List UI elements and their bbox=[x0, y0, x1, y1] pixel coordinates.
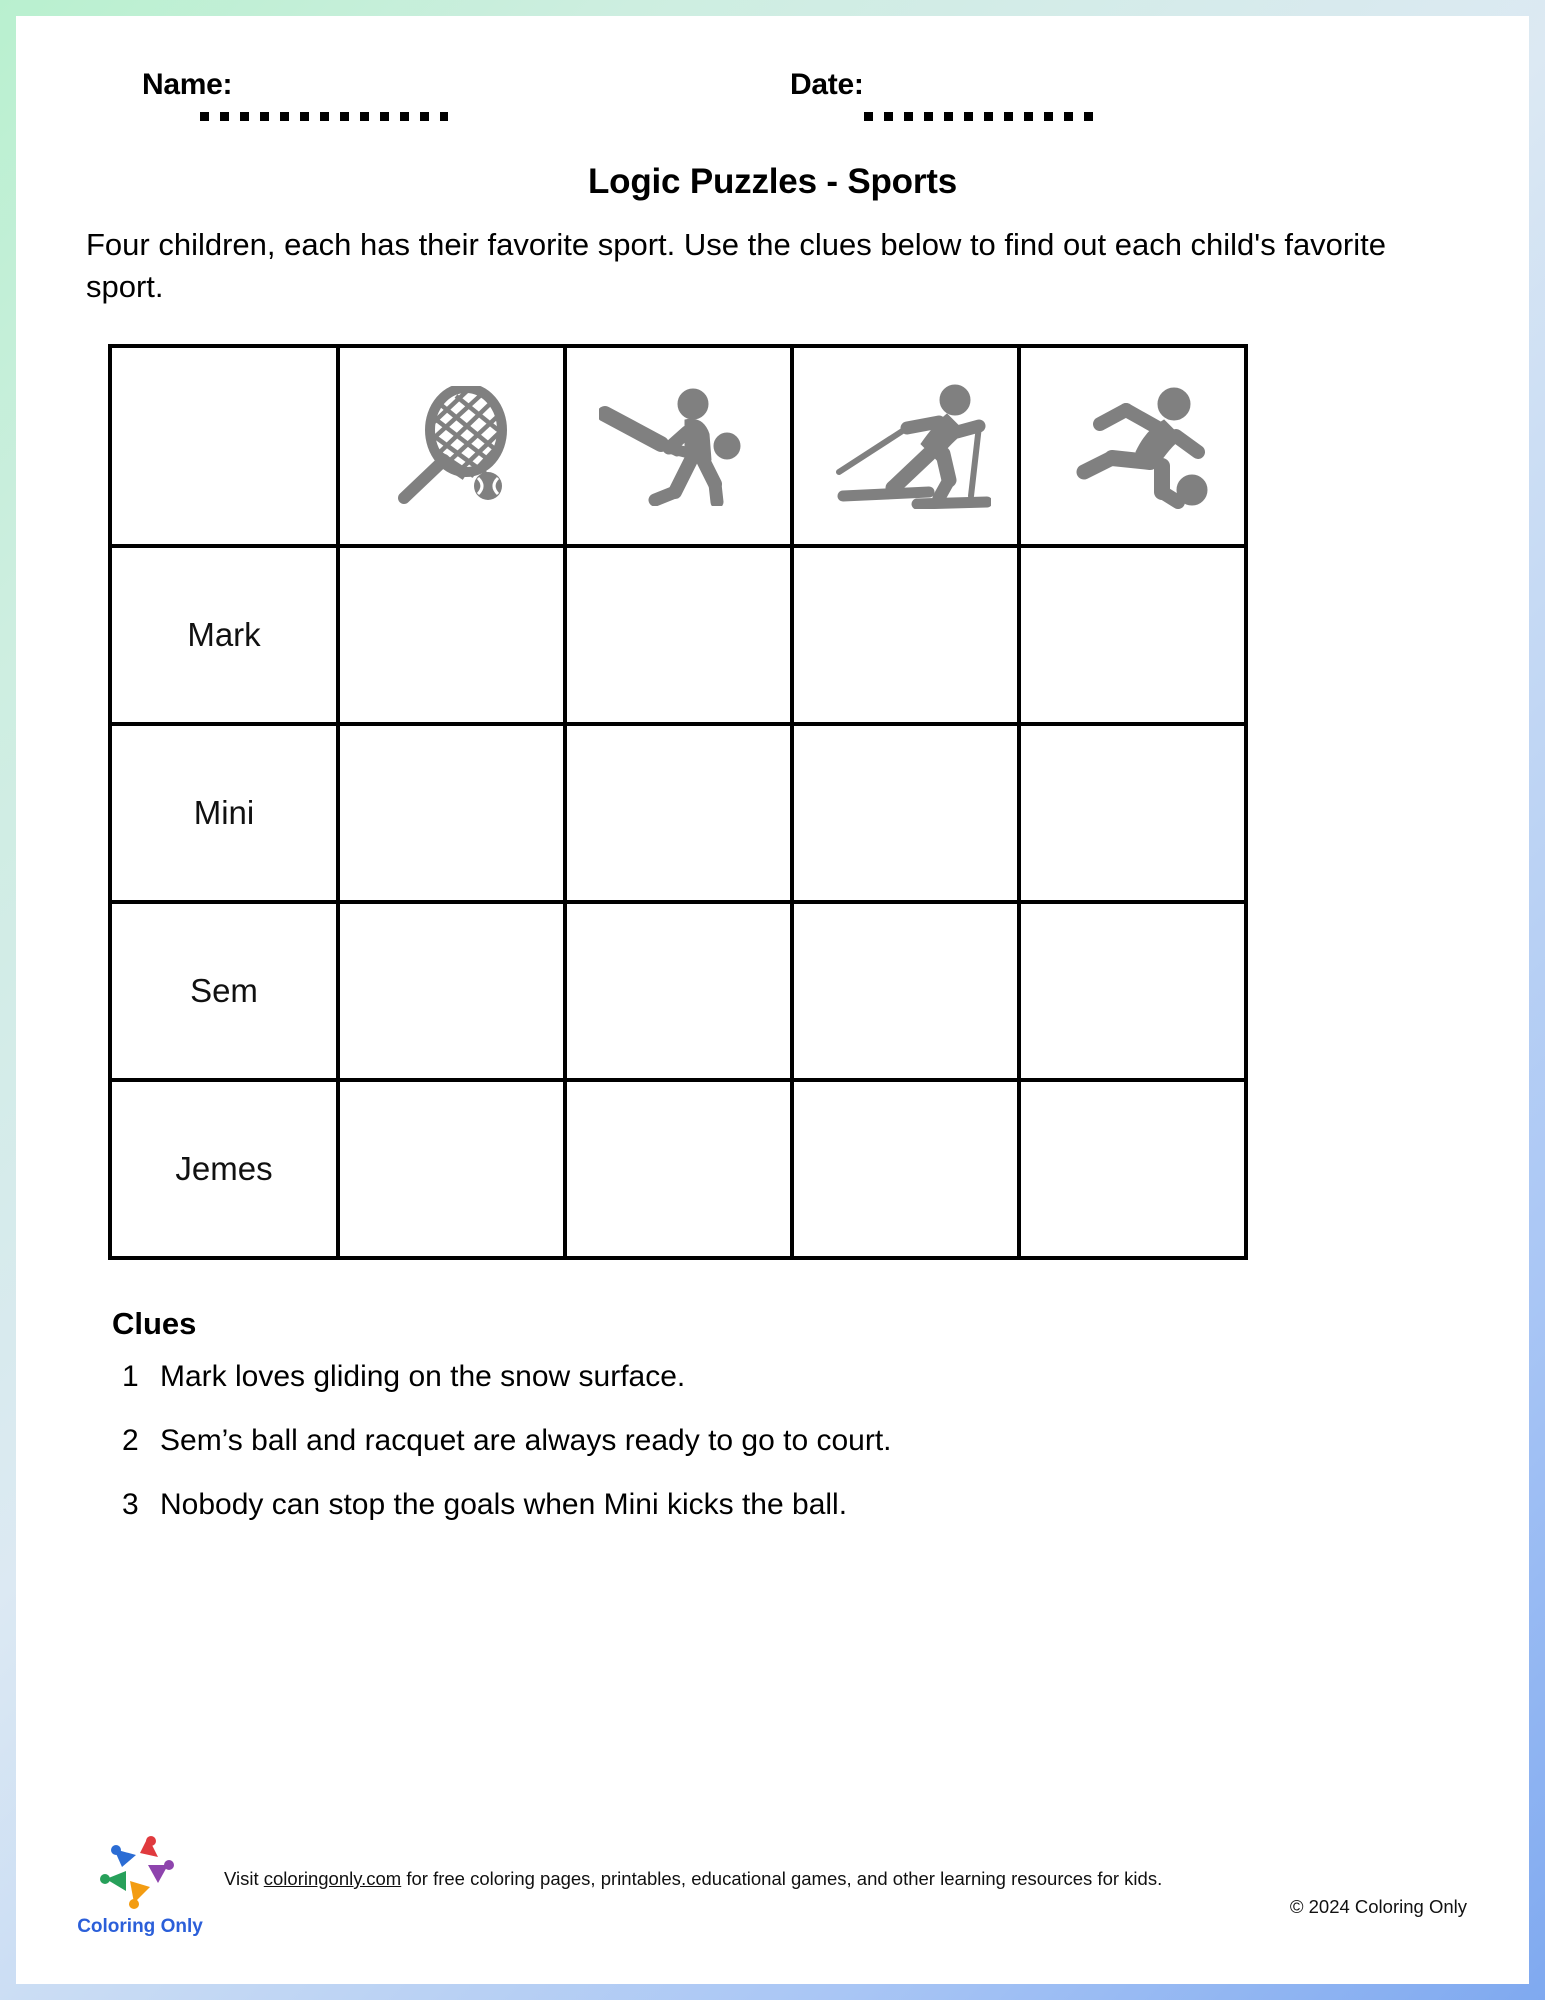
column-header-skiing bbox=[792, 346, 1019, 546]
footer-attribution bbox=[224, 1865, 1473, 1893]
cell-mini-soccer[interactable] bbox=[1019, 724, 1246, 902]
column-header-soccer bbox=[1019, 346, 1246, 546]
cell-sem-soccer[interactable] bbox=[1019, 902, 1246, 1080]
cell-sem-baseball[interactable] bbox=[565, 902, 792, 1080]
cell-mark-skiing[interactable] bbox=[792, 546, 1019, 724]
list-item bbox=[112, 1360, 1473, 1394]
clue-text: Mark loves gliding on the snow surface. bbox=[160, 1360, 686, 1394]
clue-text: Sem’s ball and racquet are always ready to go to court. bbox=[160, 1424, 892, 1458]
page-title: Logic Puzzles - Sports bbox=[588, 162, 957, 201]
cell-jemes-baseball[interactable] bbox=[565, 1080, 792, 1258]
clues-heading: Clues bbox=[112, 1306, 197, 1342]
date-write-line[interactable] bbox=[864, 112, 1096, 121]
soccer-player-icon bbox=[1021, 384, 1244, 509]
logo-label: Coloring Only bbox=[77, 1916, 203, 1937]
name-field-group bbox=[142, 68, 448, 121]
cell-jemes-soccer[interactable] bbox=[1019, 1080, 1246, 1258]
clues-list bbox=[112, 1360, 1473, 1522]
cell-jemes-skiing[interactable] bbox=[792, 1080, 1019, 1258]
cell-sem-tennis[interactable] bbox=[338, 902, 565, 1080]
row-label-sem: Sem bbox=[110, 902, 338, 1080]
list-item bbox=[112, 1424, 1473, 1458]
cell-mini-skiing[interactable] bbox=[792, 724, 1019, 902]
row-label-mark: Mark bbox=[110, 546, 338, 724]
row-label-jemes: Jemes bbox=[110, 1080, 338, 1258]
clues-section bbox=[112, 1306, 1473, 1522]
star-people-logo-icon bbox=[96, 1896, 184, 1913]
cell-mark-baseball[interactable] bbox=[565, 546, 792, 724]
table-row bbox=[110, 902, 1246, 1080]
instructions-text: Four children, each has their favorite sport. Use the clues below to find out each child's favorite sport. bbox=[86, 227, 1386, 305]
row-label-mini: Mini bbox=[110, 724, 338, 902]
column-header-baseball bbox=[565, 346, 792, 546]
clue-text: Nobody can stop the goals when Mini kicks the ball. bbox=[160, 1488, 848, 1522]
list-item bbox=[112, 1488, 1473, 1522]
worksheet-sheet bbox=[16, 16, 1529, 1984]
footer-visit-suffix: for free coloring pages, printables, educational games, and other learning resources for kids. bbox=[401, 1868, 1163, 1889]
date-label: Date: bbox=[790, 68, 864, 101]
date-field-group bbox=[790, 68, 1096, 121]
cell-sem-skiing[interactable] bbox=[792, 902, 1019, 1080]
footer-visit-prefix: Visit bbox=[224, 1868, 264, 1889]
cell-mini-baseball[interactable] bbox=[565, 724, 792, 902]
cell-mark-soccer[interactable] bbox=[1019, 546, 1246, 724]
logic-grid-wrapper bbox=[108, 344, 1473, 1260]
logic-grid bbox=[108, 344, 1248, 1260]
coloringonly-link[interactable]: coloringonly.com bbox=[263, 1868, 402, 1889]
cell-mini-tennis[interactable] bbox=[338, 724, 565, 902]
clue-number: 2 bbox=[122, 1424, 139, 1458]
baseball-batter-icon bbox=[567, 386, 790, 506]
clue-number: 1 bbox=[122, 1360, 139, 1394]
worksheet-header bbox=[72, 56, 1473, 146]
name-write-line[interactable] bbox=[200, 112, 448, 121]
cross-country-skier-icon bbox=[794, 384, 1017, 509]
grid-header-row bbox=[110, 346, 1246, 546]
tennis-racket-icon bbox=[340, 386, 563, 506]
name-label: Name: bbox=[142, 68, 233, 101]
footer-text-block bbox=[208, 1831, 1473, 1921]
cell-mark-tennis[interactable] bbox=[338, 546, 565, 724]
table-row bbox=[110, 1080, 1246, 1258]
page-footer bbox=[72, 1831, 1473, 1938]
clue-number: 3 bbox=[122, 1488, 139, 1522]
coloring-only-logo[interactable] bbox=[72, 1831, 208, 1938]
table-row bbox=[110, 724, 1246, 902]
footer-copyright: © 2024 Coloring Only bbox=[1289, 1895, 1467, 1917]
cell-jemes-tennis[interactable] bbox=[338, 1080, 565, 1258]
grid-corner-cell bbox=[110, 346, 338, 546]
table-row bbox=[110, 546, 1246, 724]
column-header-tennis bbox=[338, 346, 565, 546]
